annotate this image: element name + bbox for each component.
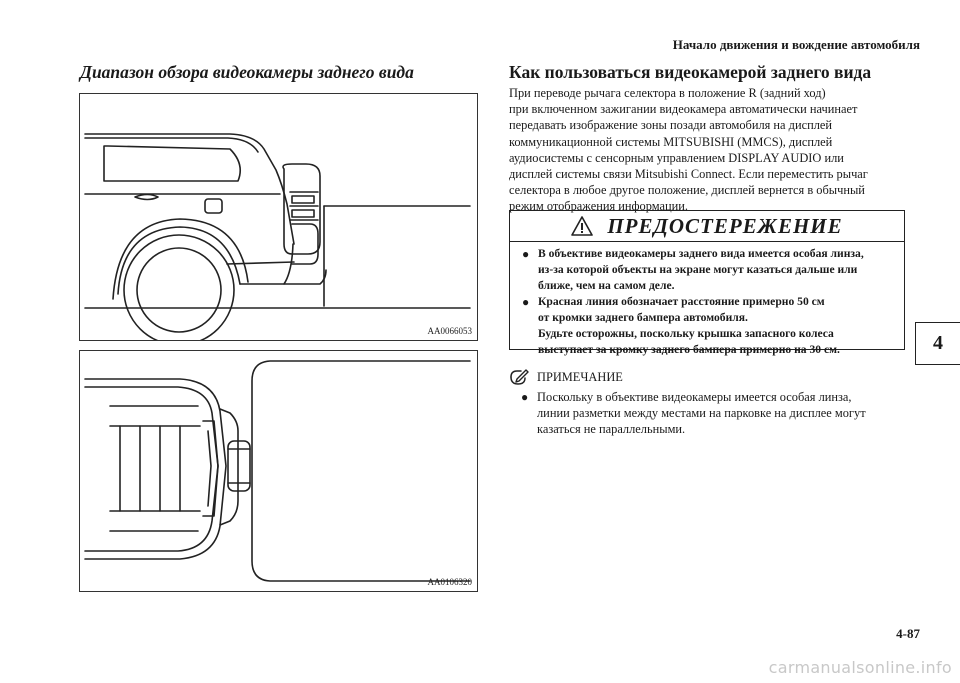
watermark: carmanualsonline.info xyxy=(768,658,952,677)
note-line: Поскольку в объективе видеокамеры имеется особая линза, xyxy=(537,390,852,404)
note-line: казаться не параллельными. xyxy=(537,422,686,436)
warning-line: из-за которой объекты на экране могут казаться дальше или xyxy=(538,263,858,276)
figure-side-view xyxy=(79,93,478,341)
warning-line: ближе, чем на самом деле. xyxy=(538,279,675,292)
note-block xyxy=(509,368,909,437)
running-header: Начало движения и вождение автомобиля xyxy=(672,37,920,52)
paragraph-line: При переводе рычага селектора в положение R (задний ход) xyxy=(509,86,826,100)
note-pencil-icon xyxy=(509,368,529,386)
note-label: ПРИМЕЧАНИЕ xyxy=(537,369,623,384)
warning-line: Красная линия обозначает расстояние примерно 50 см xyxy=(538,295,825,308)
figure1-code: AA0066053 xyxy=(427,326,472,336)
page-number: 4-87 xyxy=(896,626,920,641)
warning-body xyxy=(510,242,904,358)
figure2-code: AA0106320 xyxy=(427,577,472,587)
paragraph-line: коммуникационной системы MITSUBISHI (MMCS), дисплей xyxy=(509,134,833,149)
paragraph-line: аудиосистемы с сенсорным управлением DISPLAY AUDIO или xyxy=(509,150,844,165)
paragraph-line: режим отображения информации. xyxy=(509,199,688,214)
warning-item xyxy=(522,294,894,358)
warning-triangle-icon xyxy=(571,216,593,236)
warning-title: ПРЕДОСТЕРЕЖЕНИЕ xyxy=(607,213,843,238)
note-line: линии разметки между местами на парковке на дисплее могут xyxy=(537,406,866,420)
paragraph-line: передавать изображение зоны позади автомобиля на дисплей xyxy=(509,118,833,133)
note-header xyxy=(509,368,909,386)
warning-line: В объективе видеокамеры заднего вида имеется особая линза, xyxy=(538,247,864,260)
camera-range-heading: Диапазон обзора видеокамеры заднего вида xyxy=(80,62,414,82)
bullet-icon: ● xyxy=(521,390,529,404)
vehicle-side-illustration xyxy=(80,94,477,340)
warning-line: от кромки заднего бампера автомобиля. xyxy=(538,311,748,324)
right-column xyxy=(509,62,909,215)
bullet-icon: ● xyxy=(522,247,530,261)
warning-box xyxy=(509,210,905,356)
note-item xyxy=(521,389,909,437)
warning-header xyxy=(510,211,904,242)
paragraph-line: при включенном зажигании видеокамера автоматически начинает xyxy=(509,102,858,117)
intro-paragraph xyxy=(509,85,909,215)
vehicle-top-illustration xyxy=(80,351,477,591)
bullet-icon: ● xyxy=(522,295,530,309)
warning-line: Будьте осторожны, поскольку крышка запасного колеса xyxy=(538,327,834,340)
note-body xyxy=(509,389,909,437)
paragraph-line: дисплей системы связи Mitsubishi Connect. Если переместить рычаг xyxy=(509,167,868,182)
warning-item xyxy=(522,246,894,294)
figure-top-view xyxy=(79,350,478,592)
warning-line: выступает за кромку заднего бампера примерно на 30 см. xyxy=(538,343,840,356)
section-title: Как пользоваться видеокамерой заднего вида xyxy=(509,62,872,82)
chapter-tab: 4 xyxy=(915,322,960,365)
paragraph-line: селектора в любое другое положение, дисплей вернется в обычный xyxy=(509,183,865,198)
